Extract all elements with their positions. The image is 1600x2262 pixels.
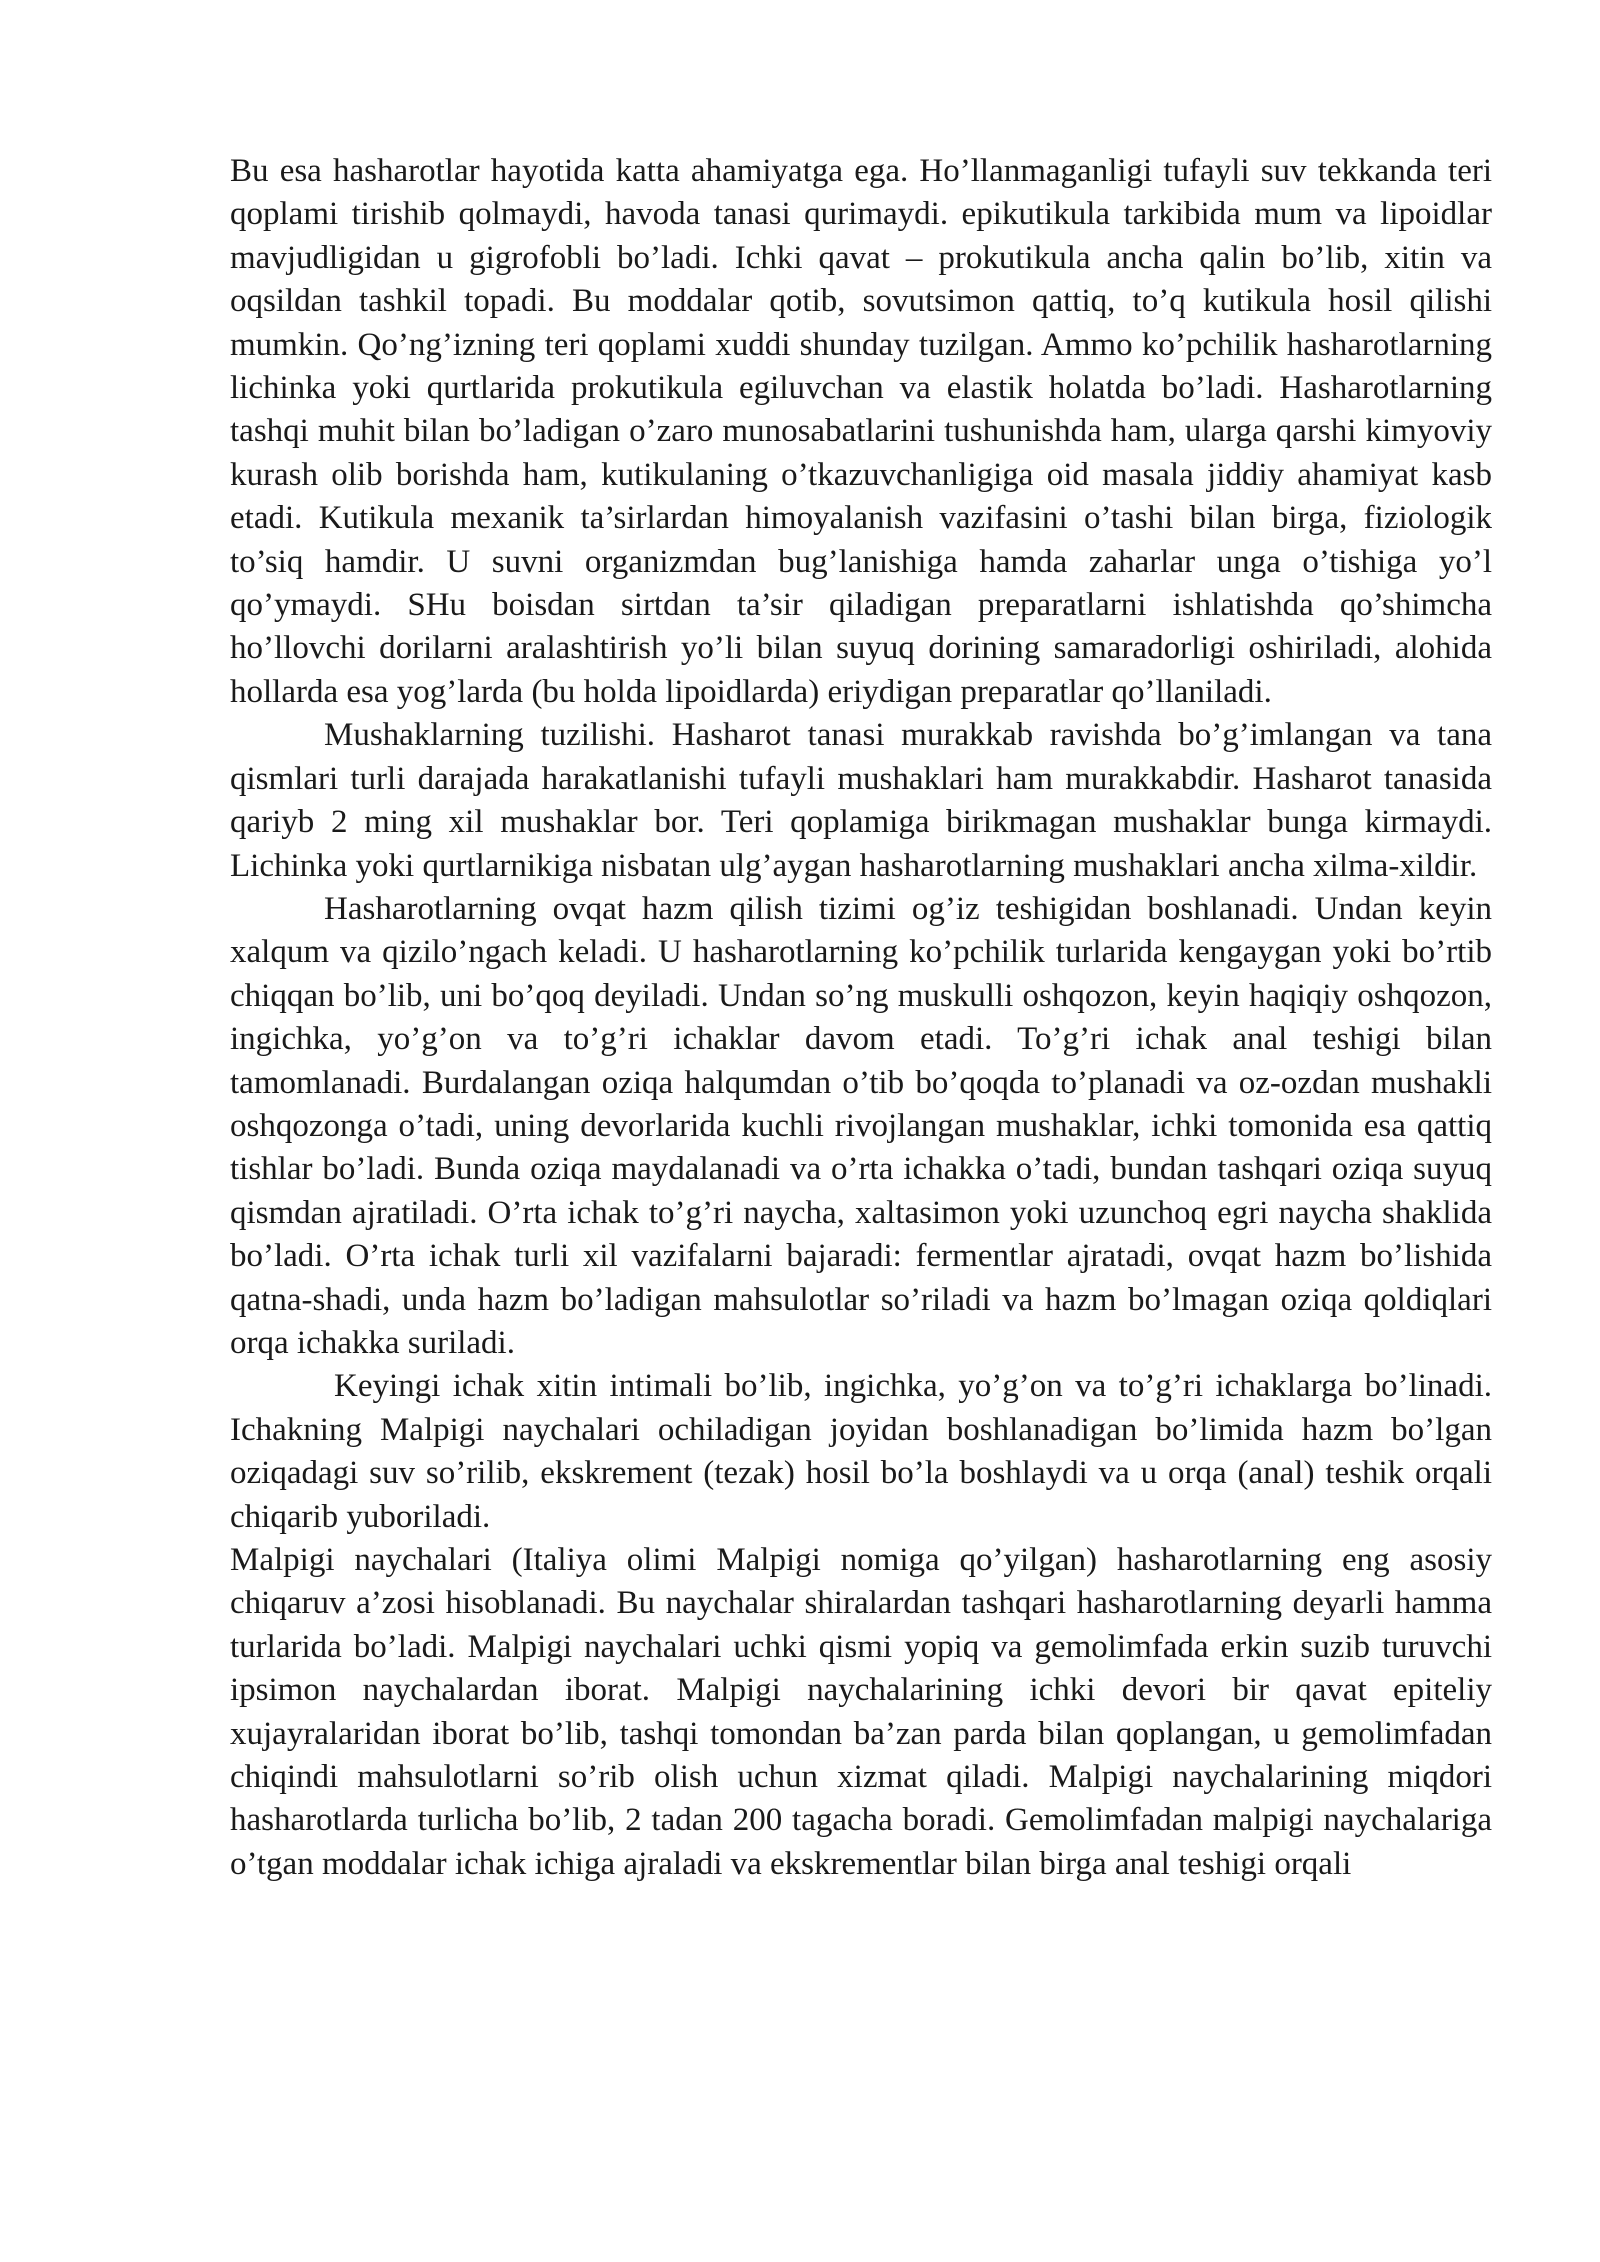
document-page	[230, 150, 1492, 1886]
paragraph-cuticle: Bu esa hasharotlar hayotida katta ahamiyatga ega. Ho’llanmaganligi tufayli suv tekkanda teri qoplami tirishib qolmaydi, havoda tanasi qurimaydi. epikutikula tarkibida mum va lipoidlar mavjudligidan u gigrofobli bo’ladi. Ichki qavat – prokutikula ancha qalin bo’lib, xitin va oqsildan tashkil topadi. Bu moddalar qotib, sovutsimon qattiq, to’q kutikula hosil qilishi mumkin. Qo’ng’izning teri qoplami xuddi shunday tuzilgan. Ammo ko’pchilik hasharotlarning lichinka yoki qurtlarida prokutikula egiluvchan va elastik holatda bo’ladi. Hasharotlarning tashqi muhit bilan bo’ladigan o’zaro munosabatlarini tushunishda ham, ularga qarshi kimyoviy kurash olib borishda ham, kutikulaning o’tkazuvchanligiga oid masala jiddiy ahamiyat kasb etadi. Kutikula mexanik ta’sirlardan himoyalanish vazifasini o’tashi bilan birga, fiziologik to’siq hamdir. U suvni organizmdan bug’lanishiga hamda zaharlar unga o’tishiga yo’l qo’ymaydi. SHu boisdan sirtdan ta’sir qiladigan preparatlarni ishlatishda qo’shimcha ho’llovchi dorilarni aralashtirish yo’li bilan suyuq dorining samaradorligi oshiriladi, alohida hollarda esa yog’larda (bu holda lipoidlarda) eriydigan preparatlar qo’llaniladi.	[230, 153, 1492, 710]
paragraph-muscles: Mushaklarning tuzilishi. Hasharot tanasi murakkab ravishda bo’g’imlangan va tana qismlari turli darajada harakatlanishi tufayli mushaklari ham murakkabdir. Hasharot tanasida qariyb 2 ming xil mushaklar bor. Teri qoplamiga birikmagan mushaklar bunga kirmaydi. Lichinka yoki qurtlarnikiga nisbatan ulg’aygan hasharotlarning mushaklari ancha xilma-xildir.	[230, 717, 1492, 884]
paragraph-digestive-system: Hasharotlarning ovqat hazm qilish tizimi og’iz teshigidan boshlanadi. Undan keyin xalqum va qizilo’ngach keladi. U hasharotlarning ko’pchilik turlarida kengaygan yoki bo’rtib chiqqan bo’lib, uni bo’qoq deyiladi. Undan so’ng muskulli oshqozon, keyin haqiqiy oshqozon, ingichka, yo’g’on va to’g’ri ichaklar davom etadi. To’g’ri ichak anal teshigi bilan tamomlanadi. Burdalangan oziqa halqumdan o’tib bo’qoqda to’planadi va oz-ozdan mushakli oshqozonga o’tadi, uning devorlarida kuchli rivojlangan mushaklar, ichki tomonida esa qattiq tishlar bo’ladi. Bunda oziqa maydalanadi va o’rta ichakka o’tadi, bundan tashqari oziqa suyuq qismdan ajratiladi. O’rta ichak to’g’ri naycha, xaltasimon yoki uzunchoq egri naycha shaklida bo’ladi. O’rta ichak turli xil vazifalarni bajaradi: fermentlar ajratadi, ovqat hazm bo’lishida qatna-shadi, unda hazm bo’ladigan mahsulotlar so’riladi va hazm bo’lmagan oziqa qoldiqlari orqa ichakka suriladi.	[230, 890, 1492, 1361]
paragraph-hindgut: Keyingi ichak xitin intimali bo’lib, ingichka, yo’g’on va to’g’ri ichaklarga bo’linadi. Ichakning Malpigi naychalari ochiladigan joyidan boshlanadigan bo’limida hazm bo’lgan oziqadagi suv so’rilib, ekskrement (tezak) hosil bo’la boshlaydi va u orqa (anal) teshik orqali chiqarib yuboriladi.	[230, 1368, 1492, 1535]
paragraph-malpighian-tubules: Malpigi naychalari (Italiya olimi Malpigi nomiga qo’yilgan) hasharotlarning eng asosiy chiqaruv a’zosi hisoblanadi. Bu naychalar shiralardan tashqari hasharotlarning deyarli hamma turlarida bo’ladi. Malpigi naychalari uchki qismi yopiq va gemolimfada erkin suzib turuvchi ipsimon naychalardan iborat. Malpigi naychalarining ichki devori bir qavat epiteliy xujayralaridan iborat bo’lib, tashqi tomondan ba’zan parda bilan qoplangan, u gemolimfadan chiqindi mahsulotlarni so’rib olish uchun xizmat qiladi. Malpigi naychalarining miqdori hasharotlarda turlicha bo’lib, 2 tadan 200 tagacha boradi. Gemolimfadan malpigi naychalariga o’tgan moddalar ichak ichiga ajraladi va ekskrementlar bilan birga anal teshigi orqali	[230, 1542, 1492, 1882]
